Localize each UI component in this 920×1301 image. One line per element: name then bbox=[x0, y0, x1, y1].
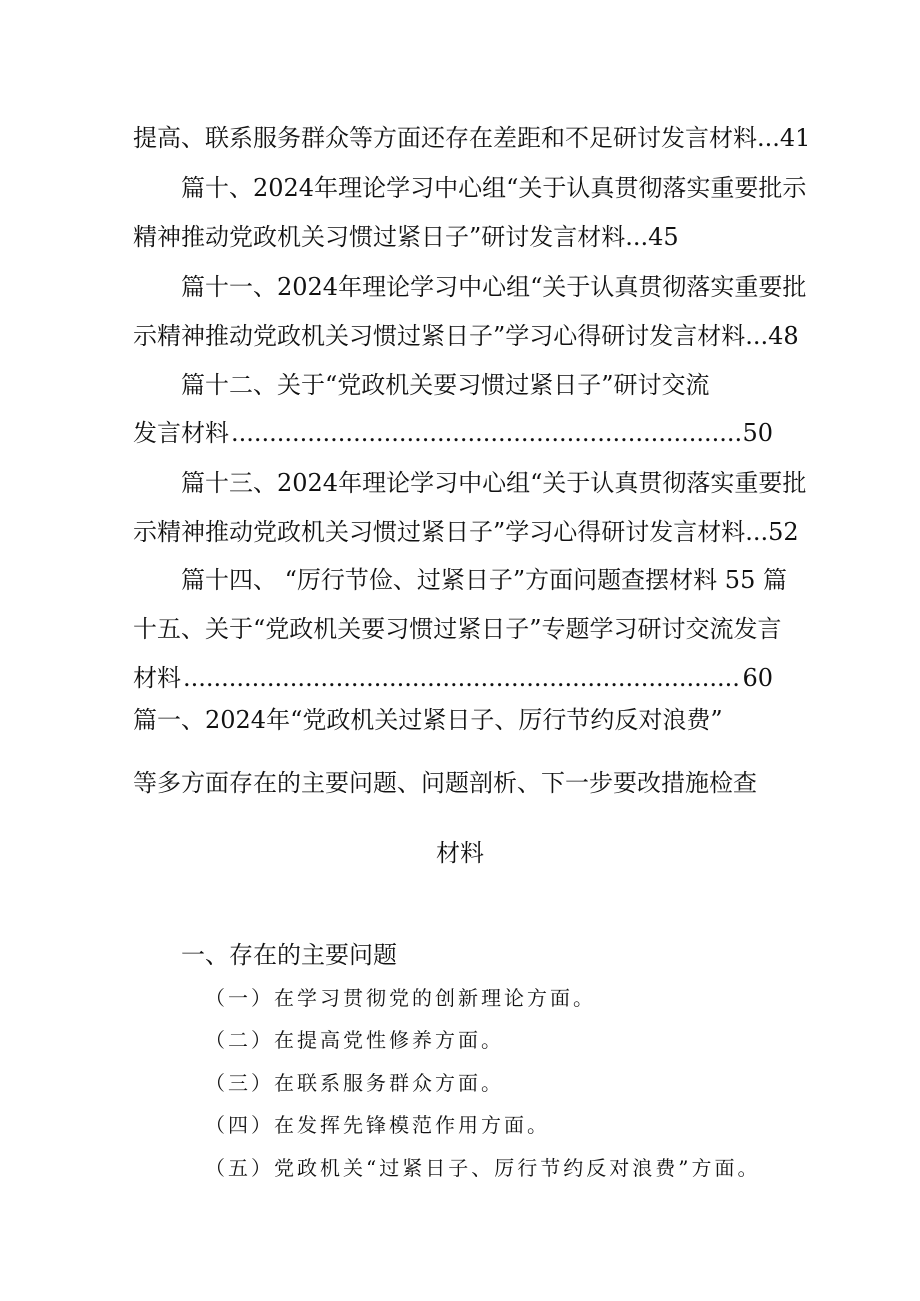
list-item: （二）在提高党性修养方面。 bbox=[205, 1028, 504, 1052]
article-title-line-3: 材料 bbox=[436, 839, 484, 867]
list-item: （三）在联系服务群众方面。 bbox=[205, 1071, 504, 1095]
toc-page-number: 50 bbox=[742, 419, 773, 447]
toc-entry-line: 提高、联系服务群众等方面还存在差距和不足研讨发言材料...41 bbox=[133, 124, 811, 152]
toc-entry-line: 示精神推动党政机关习惯过紧日子”学习心得研讨发言材料...52 bbox=[133, 518, 799, 546]
toc-page-number: 60 bbox=[742, 664, 773, 692]
toc-entry-line: 精神推动党政机关习惯过紧日子”研讨发言材料...45 bbox=[133, 223, 679, 251]
list-item: （四）在发挥先锋模范作用方面。 bbox=[205, 1113, 550, 1137]
toc-entry-with-leader bbox=[133, 663, 773, 693]
toc-entry-line: 十五、关于“党政机关要习惯过紧日子”专题学习研讨交流发言 bbox=[133, 615, 782, 643]
article-title-line-2: 等多方面存在的主要问题、问题剖析、下一步要改措施检查 bbox=[133, 769, 757, 797]
list-item: （五）党政机关“过紧日子、厉行节约反对浪费”方面。 bbox=[205, 1156, 761, 1180]
toc-entry-with-leader bbox=[133, 418, 773, 448]
article-title-line-1: 篇一、2024年“党政机关过紧日子、厉行节约反对浪费” bbox=[133, 706, 723, 734]
toc-entry-line: 篇十四、 “厉行节俭、过紧日子”方面问题查摆材料 55 篇 bbox=[181, 566, 787, 594]
toc-entry-label: 发言材料 bbox=[133, 419, 229, 447]
toc-entry-line: 篇十一、2024年理论学习中心组“关于认真贯彻落实重要批 bbox=[181, 273, 807, 301]
list-item: （一）在学习贯彻党的创新理论方面。 bbox=[205, 986, 596, 1010]
section-heading: 一、存在的主要问题 bbox=[181, 941, 397, 969]
toc-dot-leader bbox=[183, 663, 740, 693]
toc-entry-line: 篇十三、2024年理论学习中心组“关于认真贯彻落实重要批 bbox=[181, 469, 807, 497]
toc-dot-leader bbox=[231, 418, 740, 448]
toc-entry-label: 材料 bbox=[133, 664, 181, 692]
toc-entry-line: 篇十、2024年理论学习中心组“关于认真贯彻落实重要批示 bbox=[181, 174, 807, 202]
toc-entry-line: 示精神推动党政机关习惯过紧日子”学习心得研讨发言材料...48 bbox=[133, 322, 799, 350]
toc-entry-line: 篇十二、关于“党政机关要习惯过紧日子”研讨交流 bbox=[181, 371, 710, 399]
